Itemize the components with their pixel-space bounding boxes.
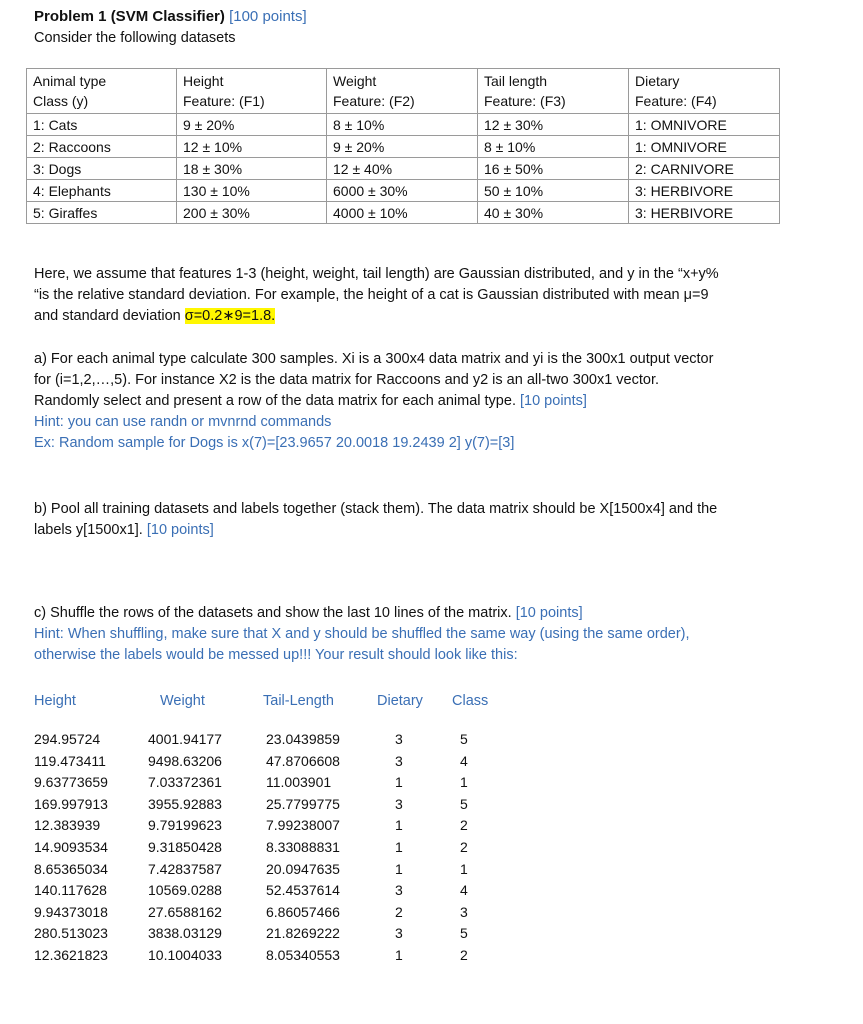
table-cell: 50 ± 10% (478, 180, 629, 202)
table-cell: 4: Elephants (27, 180, 177, 202)
result-cell-class: 4 (460, 752, 468, 769)
result-cell-height: 12.383939 (34, 817, 101, 834)
table-cell: 16 ± 50% (478, 158, 629, 180)
assumption-line-2: “is the relative standard deviation. For example, the height of a cat is Gaussian distributed with mean μ=9 (34, 287, 709, 303)
result-cell-class: 2 (460, 817, 468, 834)
result-cell-class: 1 (460, 860, 468, 877)
table-cell: 130 ± 10% (177, 180, 327, 202)
table-cell: 2: CARNIVORE (629, 158, 780, 180)
table-cell: 2: Raccoons (27, 136, 177, 158)
table-cell: 18 ± 30% (177, 158, 327, 180)
part-c-points: [10 points] (515, 605, 583, 621)
table-cell: 9 ± 20% (327, 136, 478, 158)
result-cell-height: 169.997913 (34, 795, 108, 812)
result-cell-dietary: 3 (395, 882, 403, 899)
result-row (0, 904, 863, 925)
result-cell-height: 140.117628 (34, 882, 107, 899)
part-a-line-3: Randomly select and present a row of the data matrix for each animal type. [10 points] (34, 393, 587, 409)
table-cell: 3: HERBIVORE (629, 202, 780, 224)
table-cell: 8 ± 10% (327, 114, 478, 136)
assumption-line-3: and standard deviation σ=0.2∗9=1.8. (34, 308, 276, 324)
result-cell-height: 9.94373018 (34, 903, 108, 920)
assumption-line-1: Here, we assume that features 1-3 (height, weight, tail length) are Gaussian distributed, and y in the “x+y% (34, 266, 719, 282)
table-row (27, 180, 780, 202)
header-cell-weight: Weight Feature: (F2) (327, 69, 478, 114)
part-a-line-1: a) For each animal type calculate 300 samples. Xi is a 300x4 data matrix and yi is the 300x1 output vector (34, 351, 714, 367)
part-b-line-2: labels y[1500x1]. [10 points] (34, 522, 214, 538)
header-cell-animal: Animal type Class (y) (27, 69, 177, 114)
table-cell: 9 ± 20% (177, 114, 327, 136)
result-row (0, 731, 863, 752)
table-row (27, 136, 780, 158)
result-cell-tail: 23.0439859 (266, 731, 340, 747)
part-a-hint: Hint: you can use randn or mvnrnd commands (34, 414, 332, 430)
result-row (0, 753, 863, 774)
table-cell: 12 ± 10% (177, 136, 327, 158)
result-row (0, 861, 863, 882)
table-row (27, 158, 780, 180)
result-cell-tail: 20.0947635 (266, 860, 340, 877)
result-row (0, 839, 863, 860)
result-cell-height: 294.95724 (34, 731, 101, 747)
result-cell-height: 119.473411 (34, 752, 106, 769)
result-cell-height: 14.9093534 (34, 839, 108, 855)
result-cell-weight: 9.31850428 (148, 839, 222, 855)
result-cell-dietary: 1 (395, 947, 403, 963)
part-b-points: [10 points] (146, 522, 214, 538)
result-cell-dietary: 1 (395, 860, 403, 877)
table-row (27, 202, 780, 224)
table-cell: 3: Dogs (27, 158, 177, 180)
result-row (0, 796, 863, 817)
result-cell-class: 2 (460, 947, 468, 963)
result-cell-weight: 10569.0288 (148, 882, 222, 899)
result-cell-weight: 3955.92883 (148, 795, 222, 812)
result-cell-tail: 6.86057466 (266, 903, 340, 920)
table-row (27, 114, 780, 136)
result-row (0, 882, 863, 903)
table-cell: 1: OMNIVORE (629, 136, 780, 158)
table-cell: 12 ± 40% (327, 158, 478, 180)
part-a-line-2: for (i=1,2,…,5). For instance X2 is the data matrix for Raccoons and y2 is an all-two 300x1 vector. (34, 372, 660, 388)
result-cell-class: 5 (460, 795, 468, 812)
result-cell-weight: 3838.03129 (148, 925, 222, 942)
result-cell-dietary: 1 (395, 774, 403, 791)
result-cell-tail: 25.7799775 (266, 795, 340, 812)
table-cell: 1: Cats (27, 114, 177, 136)
highlighted-formula: σ=0.2∗9=1.8. (184, 308, 276, 324)
result-cell-dietary: 3 (395, 752, 403, 769)
part-a-example: Ex: Random sample for Dogs is x(7)=[23.9657 20.0018 19.2439 2] y(7)=[3] (34, 435, 515, 451)
result-header-tail: Tail-Length (263, 693, 334, 709)
result-row (0, 774, 863, 795)
result-cell-weight: 9.79199623 (148, 817, 222, 834)
result-header-weight: Weight (160, 693, 205, 709)
dataset-table (26, 68, 780, 224)
result-cell-height: 280.513023 (34, 925, 108, 942)
result-cell-dietary: 3 (395, 925, 403, 942)
table-header-row (27, 69, 780, 114)
result-cell-tail: 52.4537614 (266, 882, 340, 899)
result-cell-dietary: 1 (395, 817, 403, 834)
part-c-hint-2: otherwise the labels would be messed up!!! Your result should look like this: (34, 647, 518, 663)
result-cell-height: 9.63773659 (34, 774, 108, 791)
problem-title-text: Problem 1 (SVM Classifier) (34, 8, 225, 25)
table-cell: 4000 ± 10% (327, 202, 478, 224)
result-cell-class: 5 (460, 925, 468, 942)
result-row (0, 925, 863, 946)
result-cell-class: 5 (460, 731, 468, 747)
table-cell: 1: OMNIVORE (629, 114, 780, 136)
result-cell-dietary: 3 (395, 795, 403, 812)
result-header-dietary: Dietary (377, 693, 423, 709)
part-c-line-1: c) Shuffle the rows of the datasets and show the last 10 lines of the matrix. [10 points] (34, 605, 583, 621)
result-cell-height: 8.65365034 (34, 860, 108, 877)
result-header-height: Height (34, 693, 76, 709)
table-cell: 40 ± 30% (478, 202, 629, 224)
result-cell-tail: 7.99238007 (266, 817, 340, 834)
result-cell-dietary: 1 (395, 839, 403, 855)
part-b-line-1: b) Pool all training datasets and labels together (stack them). The data matrix should be X[1500x4] and the (34, 501, 718, 517)
table-cell: 8 ± 10% (478, 136, 629, 158)
result-cell-class: 3 (460, 903, 468, 920)
header-cell-dietary: Dietary Feature: (F4) (629, 69, 780, 114)
result-cell-height: 12.3621823 (34, 947, 108, 963)
result-cell-dietary: 2 (395, 903, 403, 920)
part-c-hint-1: Hint: When shuffling, make sure that X and y should be shuffled the same way (using the same order), (34, 626, 690, 642)
table-cell: 6000 ± 30% (327, 180, 478, 202)
result-header-class: Class (452, 693, 489, 709)
table-cell: 12 ± 30% (478, 114, 629, 136)
intro-text: Consider the following datasets (34, 30, 236, 46)
result-cell-tail: 8.05340553 (266, 947, 340, 963)
result-cell-dietary: 3 (395, 731, 403, 747)
table-cell: 3: HERBIVORE (629, 180, 780, 202)
result-cell-tail: 21.8269222 (266, 925, 340, 942)
result-cell-class: 1 (460, 774, 468, 791)
result-cell-class: 2 (460, 839, 468, 855)
result-cell-weight: 7.42837587 (148, 860, 222, 877)
header-cell-height: Height Feature: (F1) (177, 69, 327, 114)
result-row (0, 947, 863, 968)
part-a-points: [10 points] (520, 393, 587, 409)
result-cell-tail: 47.8706608 (266, 752, 340, 769)
result-cell-weight: 27.6588162 (148, 903, 222, 920)
result-row (0, 817, 863, 838)
result-cell-weight: 10.1004033 (148, 947, 222, 963)
result-cell-class: 4 (460, 882, 468, 899)
table-cell: 200 ± 30% (177, 202, 327, 224)
problem-title (34, 8, 307, 25)
result-cell-tail: 11.003901 (266, 774, 332, 791)
table-cell: 5: Giraffes (27, 202, 177, 224)
result-cell-weight: 7.03372361 (148, 774, 222, 791)
result-cell-tail: 8.33088831 (266, 839, 340, 855)
problem-points: [100 points] (229, 8, 307, 25)
result-cell-weight: 9498.63206 (148, 752, 222, 769)
header-cell-tail: Tail length Feature: (F3) (478, 69, 629, 114)
result-cell-weight: 4001.94177 (148, 731, 222, 747)
